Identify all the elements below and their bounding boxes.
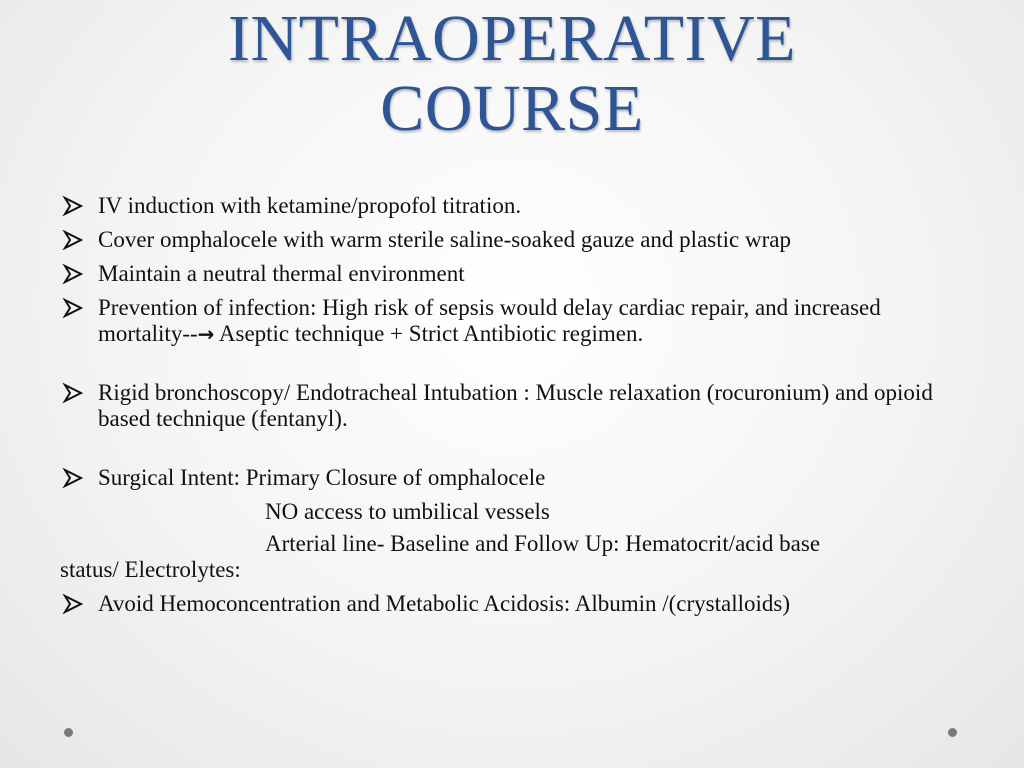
- bullet-text-continued: Aseptic technique + Strict Antibiotic regimen.: [214, 321, 644, 346]
- title-line-1: INTRAOPERATIVE: [228, 2, 796, 75]
- bullet-text: Rigid bronchoscopy/ Endotracheal Intubation : Muscle relaxation (rocuronium) and opioid based technique (fentanyl).: [98, 380, 933, 431]
- title-line-2: COURSE: [380, 72, 644, 145]
- arrowhead-bullet-icon: [62, 298, 84, 318]
- decorative-dot-left: [64, 728, 73, 737]
- bullet-text: Avoid Hemoconcentration and Metabolic Acidosis: Albumin /(crystalloids): [98, 591, 790, 616]
- bullet-text: Surgical Intent: Primary Closure of omphalocele: [98, 465, 546, 490]
- bullet-text: Cover omphalocele with warm sterile saline-soaked gauze and plastic wrap: [98, 227, 791, 252]
- arrowhead-bullet-icon: [62, 196, 84, 216]
- bullet-text: Maintain a neutral thermal environment: [98, 261, 465, 286]
- slide-body: [60, 193, 970, 625]
- bullet-item: [60, 295, 970, 347]
- bullet-item: [60, 227, 970, 253]
- right-arrow-icon: →: [197, 322, 215, 346]
- slide-title: [0, 4, 1024, 144]
- sub-line-arterial-lead: Arterial line- Baseline and Follow Up: Hematocrit/acid base: [265, 531, 821, 556]
- bullet-item: [60, 591, 970, 617]
- arrowhead-bullet-icon: [62, 264, 84, 284]
- sub-line-arterial-rest: status/ Electrolytes:: [60, 557, 241, 582]
- bullet-item: [60, 465, 970, 491]
- arrowhead-bullet-icon: [62, 230, 84, 250]
- bullet-item: [60, 193, 970, 219]
- arrowhead-bullet-icon: [62, 383, 84, 403]
- spacer: [60, 355, 970, 380]
- arrowhead-bullet-icon: [62, 594, 84, 614]
- decorative-dot-right: [948, 728, 957, 737]
- bullet-item: [60, 380, 970, 432]
- arrowhead-bullet-icon: [62, 468, 84, 488]
- sub-line-umbilical: NO access to umbilical vessels: [265, 499, 550, 524]
- bullet-text: Prevention of infection: High risk of sepsis would delay cardiac repair, and increased mortality--: [98, 295, 881, 346]
- sub-line-arterial: [60, 531, 970, 583]
- spacer: [60, 440, 970, 465]
- bullet-item: [60, 261, 970, 287]
- bullet-text: IV induction with ketamine/propofol titration.: [98, 193, 522, 218]
